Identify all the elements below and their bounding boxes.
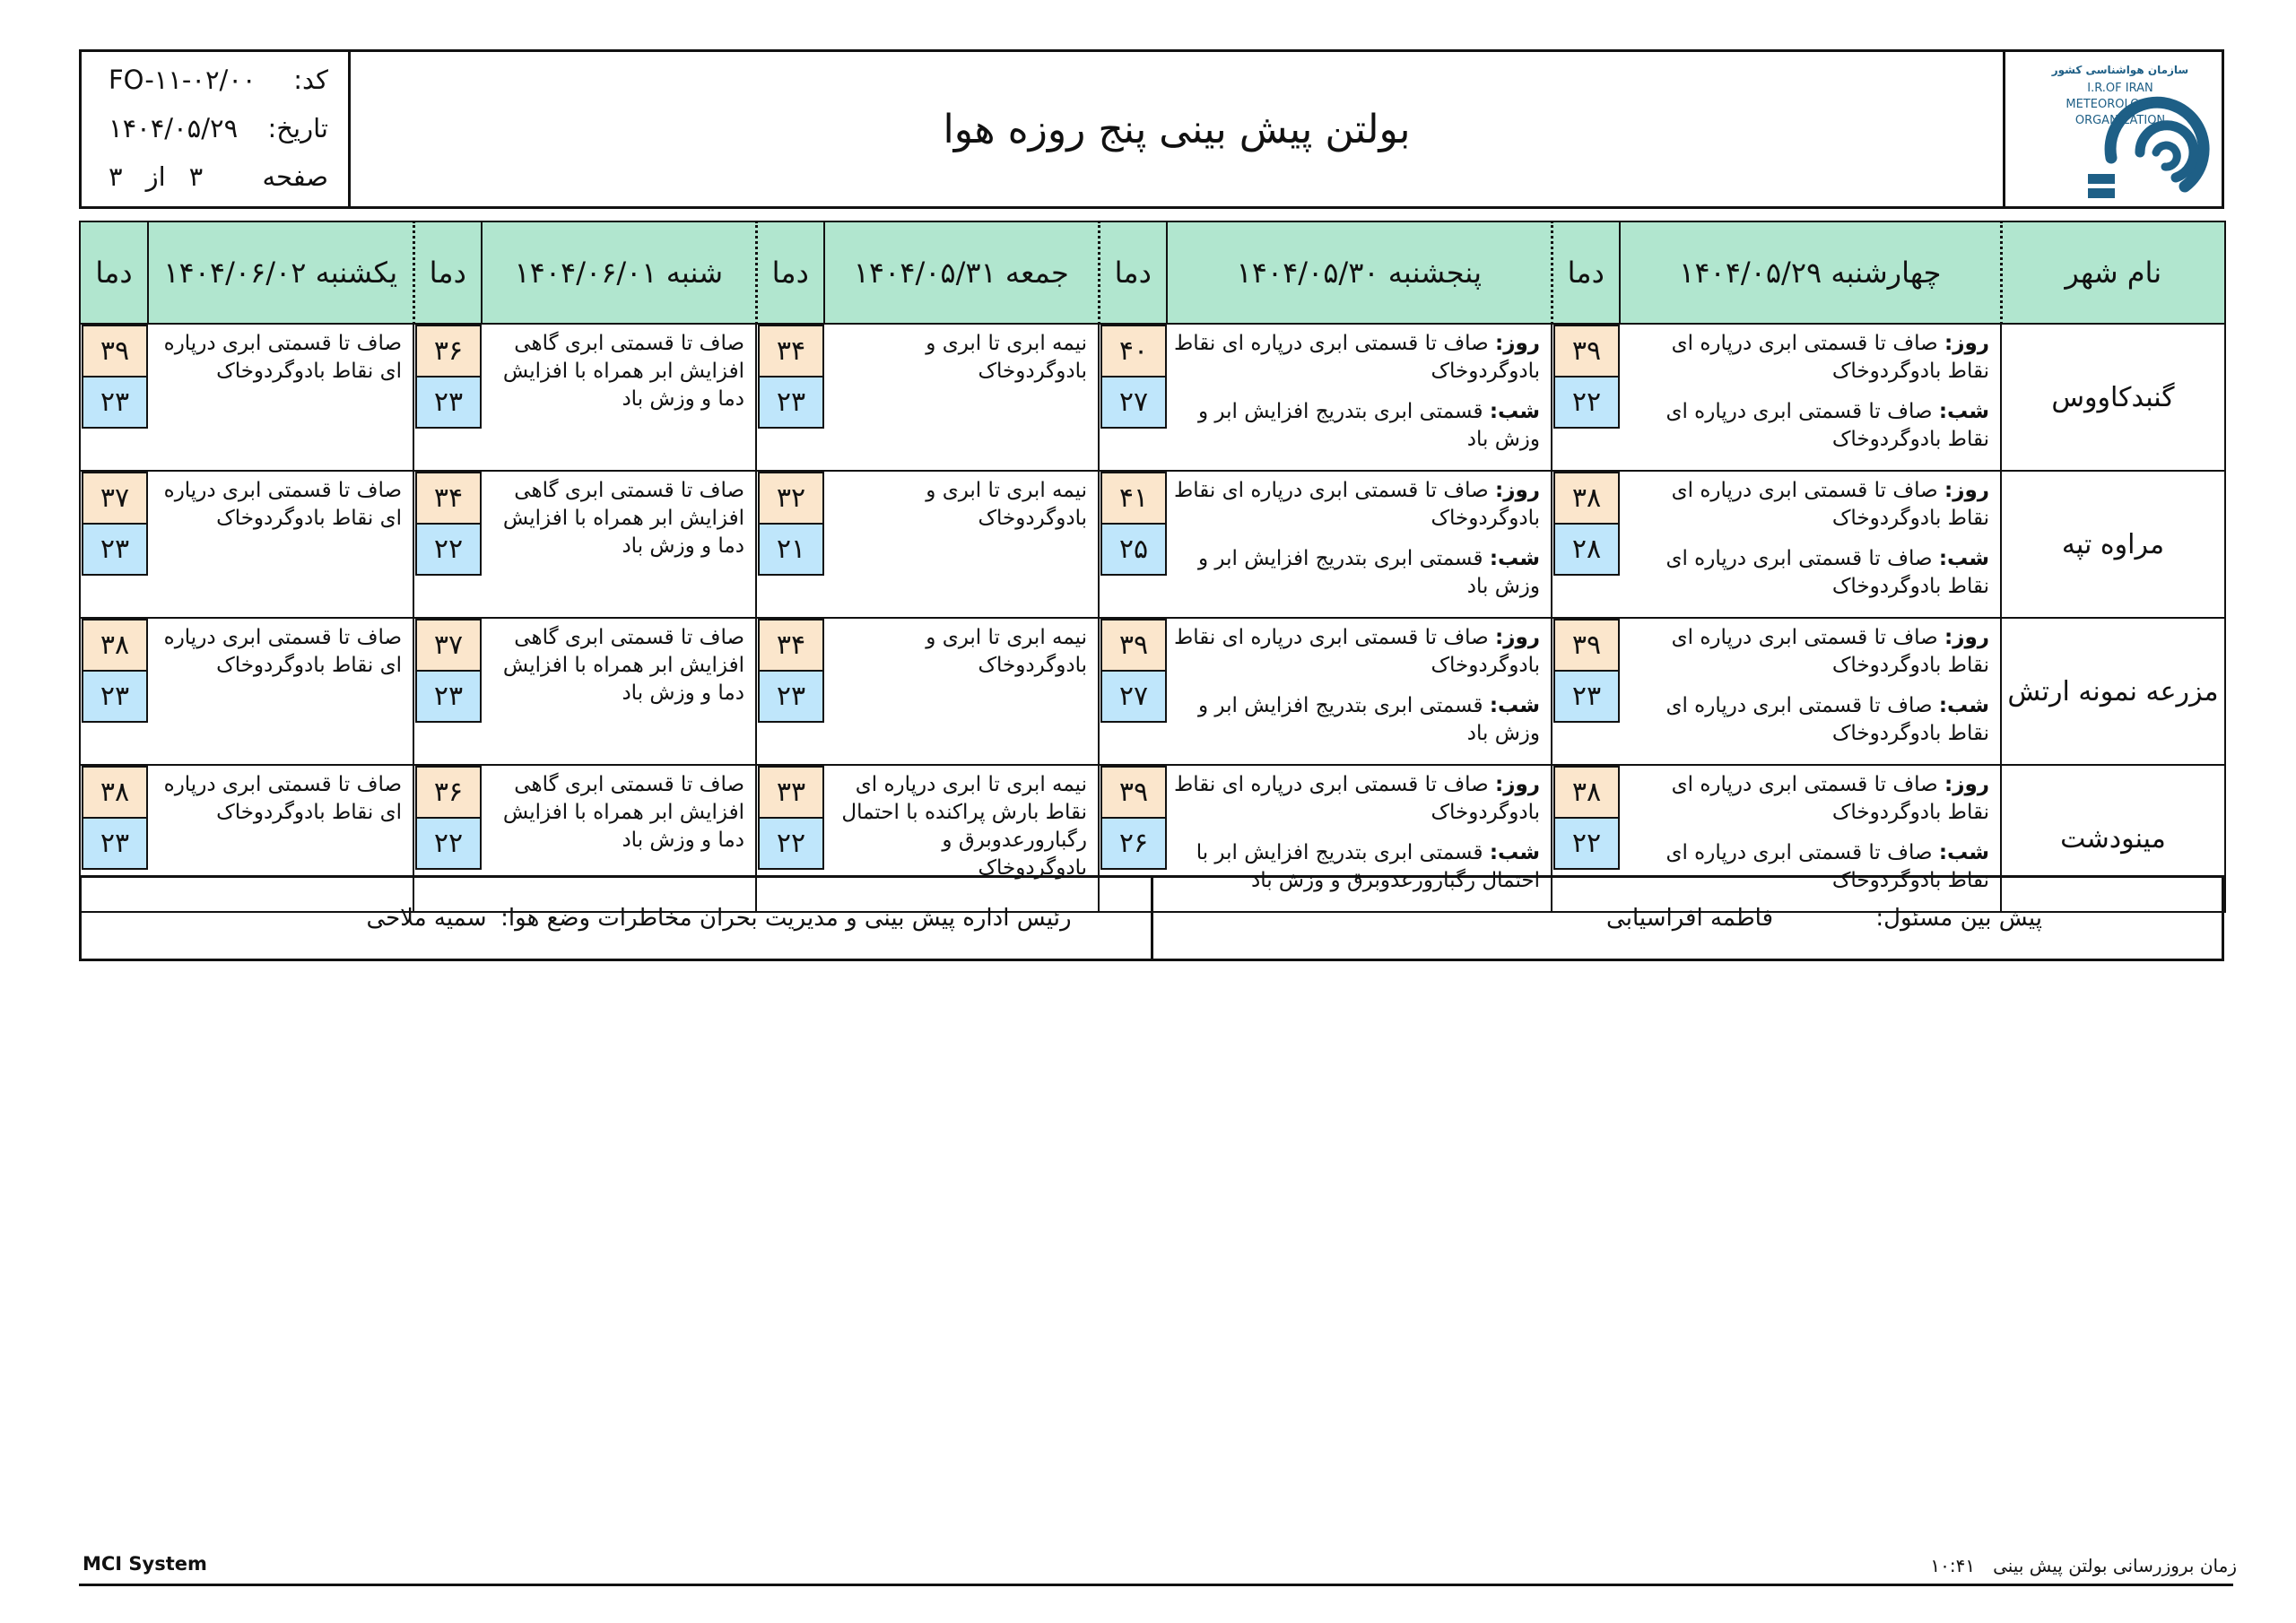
day-label: روز: [1944,479,1989,502]
day-label: روز: [1495,626,1540,649]
max-temp: ۳۴ [758,619,824,671]
max-temp: ۳۷ [415,619,482,671]
temp-cell [80,324,148,471]
temp-cell [1552,324,1620,471]
head-label: رئیس اداره پیش بینی و مدیریت بحران مخاطرات وضع هوا: [500,905,1072,932]
min-temp: ۲۲ [415,524,482,576]
max-temp: ۳۲ [758,472,824,524]
day-label: روز: [1944,626,1989,649]
page-counter [109,161,203,192]
night-text: صاف تا قسمتی ابری درپاره ای نقاط بادوگردوخاک [1665,547,1989,598]
day-label: روز: [1944,332,1989,355]
day-text: صاف تا قسمتی ابری درپاره ای نقاط بادوگردوخاک [1174,332,1540,383]
code-label: کد: [293,65,328,95]
min-temp: ۲۲ [415,818,482,870]
min-temp: ۲۱ [758,524,824,576]
temp-cell [1099,471,1167,618]
day-text: صاف تا قسمتی ابری درپاره ای نقاط بادوگردوخاک [1671,626,1989,677]
min-temp: ۲۳ [1553,671,1620,723]
temp-header-3: دما [756,221,824,324]
max-temp: ۳۷ [82,472,148,524]
min-temp: ۲۷ [1100,671,1167,723]
forecast-day-2 [1167,618,1552,765]
day-forecast [1627,477,1989,533]
forecast-day-5: صاف تا قسمتی ابری درپاره ای نقاط بادوگردوخاک [148,471,413,618]
forecast-day-3: نیمه ابری تا ابری درپاره ای نقاط بارش پراکنده با احتمال رگبارورعدوبرق و بادوگردوخاک [824,765,1099,912]
max-temp: ۴۱ [1100,472,1167,524]
night-text: صاف تا قسمتی ابری درپاره ای نقاط بادوگردوخاک [1665,400,1989,451]
max-temp: ۳۶ [415,325,482,377]
min-temp: ۲۲ [1553,377,1620,429]
min-temp: ۲۲ [1553,818,1620,870]
forecast-day-4: صاف تا قسمتی ابری گاهی افزایش ابر همراه با افزایش دما و وزش باد [482,471,756,618]
min-temp: ۲۳ [82,818,148,870]
night-label: شب: [1938,400,1989,423]
night-text: صاف تا قسمتی ابری درپاره ای نقاط بادوگردوخاک [1665,694,1989,745]
max-temp: ۳۳ [758,766,824,818]
date-row [82,113,348,160]
night-text: قسمتی ابری بتدریج افزایش ابر و وزش باد [1198,694,1540,745]
min-temp: ۲۳ [82,377,148,429]
day-header-1: چهارشنبه ۱۴۰۴/۰۵/۲۹ [1620,221,2001,324]
table-row [80,471,2225,618]
night-forecast [1174,398,1540,454]
forecast-day-1 [1620,618,2001,765]
temp-cell [413,471,482,618]
night-forecast [1627,398,1989,454]
night-text: صاف تا قسمتی ابری درپاره ای نقاط بادوگردوخاک [1665,841,1989,892]
night-label: شب: [1938,694,1989,717]
day-text: صاف تا قسمتی ابری درپاره ای نقاط بادوگردوخاک [1174,479,1540,530]
forecast-day-5: صاف تا قسمتی ابری درپاره ای نقاط بادوگردوخاک [148,618,413,765]
forecaster-label: پیش بین مسئول: [1875,905,2042,932]
temp-cell [756,618,824,765]
day-header-3: جمعه ۱۴۰۴/۰۵/۳۱ [824,221,1099,324]
temp-header-4: دما [413,221,482,324]
night-text: قسمتی ابری بتدریج افزایش ابر و وزش باد [1198,547,1540,598]
day-forecast [1627,330,1989,386]
head-name: سمیه ملاحی [366,905,487,932]
min-temp: ۲۷ [1100,377,1167,429]
city-name: گنبدکاووس [2001,324,2225,471]
city-name: مینودشت [2001,765,2225,912]
night-label: شب: [1489,841,1540,864]
temp-cell [1099,618,1167,765]
day-forecast [1174,477,1540,533]
night-forecast [1627,545,1989,601]
forecast-table [79,221,2226,913]
day-label: روز: [1944,773,1989,796]
day-forecast [1174,330,1540,386]
forecast-day-4: صاف تا قسمتی ابری گاهی افزایش ابر همراه با افزایش دما و وزش باد [482,618,756,765]
day-forecast [1627,771,1989,827]
footer-divider [79,1584,2233,1586]
forecast-day-3: نیمه ابری تا ابری و بادوگردوخاک [824,618,1099,765]
night-label: شب: [1489,694,1540,717]
organization-logo [2003,52,2222,206]
logo-line1: I.R.OF IRAN [2087,82,2153,95]
code-row [82,65,348,111]
logo-line2: METEOROLOGICAL [2066,98,2175,111]
night-forecast [1174,545,1540,601]
night-label: شب: [1489,547,1540,570]
max-temp: ۳۸ [82,766,148,818]
city-name: مراوه تپه [2001,471,2225,618]
night-text: قسمتی ابری بتدریج افزایش ابر با احتمال رگبارورعدوبرق و وزش باد [1196,841,1540,892]
forecast-day-1 [1620,471,2001,618]
day-header-2: پنجشنبه ۱۴۰۴/۰۵/۳۰ [1167,221,1552,324]
system-name: MCI System [83,1553,207,1575]
bulletin-header [79,49,2224,209]
city-name: مزرعه نمونه ارتش [2001,618,2225,765]
temp-cell [80,471,148,618]
temp-cell [756,471,824,618]
page-label: صفحه [262,161,328,192]
day-text: صاف تا قسمتی ابری درپاره ای نقاط بادوگردوخاک [1671,773,1989,824]
min-temp: ۲۳ [758,377,824,429]
max-temp: ۳۹ [82,325,148,377]
forecast-day-2 [1167,471,1552,618]
day-forecast [1174,624,1540,680]
night-label: شب: [1938,841,1989,864]
night-label: شب: [1489,400,1540,423]
temp-cell [1099,324,1167,471]
logo-line3: ORGANIZATION [2074,114,2166,127]
max-temp: ۳۶ [415,766,482,818]
page-of-label: از [145,161,166,192]
temp-header-2: دما [1099,221,1167,324]
max-temp: ۳۴ [758,325,824,377]
signature-row [79,875,2224,961]
min-temp: ۲۳ [82,671,148,723]
day-label: روز: [1495,773,1540,796]
day-text: صاف تا قسمتی ابری درپاره ای نقاط بادوگردوخاک [1174,626,1540,677]
day-header-5: یکشنبه ۱۴۰۴/۰۶/۰۲ [148,221,413,324]
forecast-day-5: صاف تا قسمتی ابری درپاره ای نقاط بادوگردوخاک [148,324,413,471]
max-temp: ۴۰ [1100,325,1167,377]
forecast-day-3: نیمه ابری تا ابری و بادوگردوخاک [824,324,1099,471]
table-header-row [80,221,2225,324]
temp-header-1: دما [1552,221,1620,324]
min-temp: ۲۶ [1100,818,1167,870]
page-title: بولتن پیش بینی پنج روزه هوا [943,106,1411,152]
update-info [1930,1555,2237,1576]
forecast-day-4: صاف تا قسمتی ابری گاهی افزایش ابر همراه با افزایش دما و وزش باد [482,765,756,912]
min-temp: ۲۳ [415,671,482,723]
night-label: شب: [1938,547,1989,570]
max-temp: ۳۸ [82,619,148,671]
update-label: زمان بروزرسانی بولتن پیش بینی [1993,1555,2237,1576]
meteorological-organization-logo-icon [2005,52,2219,206]
head-signature [82,878,1153,959]
table-row [80,618,2225,765]
max-temp: ۳۹ [1100,619,1167,671]
min-temp: ۲۳ [82,524,148,576]
temp-cell [413,618,482,765]
temp-cell [756,324,824,471]
forecast-day-5: صاف تا قسمتی ابری درپاره ای نقاط بادوگردوخاک [148,765,413,912]
day-forecast [1627,624,1989,680]
page-current: ۳ [188,161,204,192]
forecast-day-1 [1620,324,2001,471]
document-meta [82,52,351,206]
min-temp: ۲۳ [415,377,482,429]
temp-cell [413,324,482,471]
day-forecast [1174,771,1540,827]
night-forecast [1627,692,1989,748]
min-temp: ۲۸ [1553,524,1620,576]
day-text: صاف تا قسمتی ابری درپاره ای نقاط بادوگردوخاک [1174,773,1540,824]
day-text: صاف تا قسمتی ابری درپاره ای نقاط بادوگردوخاک [1671,479,1989,530]
min-temp: ۲۵ [1100,524,1167,576]
city-column-header: نام شهر [2001,221,2225,324]
logo-text-fa: سازمان هواشناسی کشور [2051,64,2189,76]
min-temp: ۲۳ [758,671,824,723]
page-row [82,161,348,208]
temp-cell [1552,471,1620,618]
max-temp: ۳۹ [1553,325,1620,377]
forecaster-name: فاطمه افراسیابی [1606,905,1773,932]
code-value: FO-۱۱-۰۲/۰۰ [109,65,257,95]
update-time: ۱۰:۴۱ [1930,1555,1976,1576]
forecast-day-2 [1167,324,1552,471]
date-value: ۱۴۰۴/۰۵/۲۹ [109,113,239,143]
forecast-day-3: نیمه ابری تا ابری و بادوگردوخاک [824,471,1099,618]
date-label: تاریخ: [267,113,328,143]
temp-header-5: دما [80,221,148,324]
max-temp: ۳۸ [1553,472,1620,524]
page-total: ۳ [109,161,123,192]
max-temp: ۳۹ [1100,766,1167,818]
day-label: روز: [1495,332,1540,355]
min-temp: ۲۲ [758,818,824,870]
forecaster-signature [1153,878,2222,959]
night-forecast [1174,692,1540,748]
day-text: صاف تا قسمتی ابری درپاره ای نقاط بادوگردوخاک [1671,332,1989,383]
temp-cell [1552,618,1620,765]
max-temp: ۳۹ [1553,619,1620,671]
temp-cell [80,618,148,765]
day-header-4: شنبه ۱۴۰۴/۰۶/۰۱ [482,221,756,324]
night-text: قسمتی ابری بتدریج افزایش ابر و وزش باد [1198,400,1540,451]
day-label: روز: [1495,479,1540,502]
max-temp: ۳۴ [415,472,482,524]
forecast-day-4: صاف تا قسمتی ابری گاهی افزایش ابر همراه با افزایش دما و وزش باد [482,324,756,471]
table-row [80,324,2225,471]
max-temp: ۳۸ [1553,766,1620,818]
